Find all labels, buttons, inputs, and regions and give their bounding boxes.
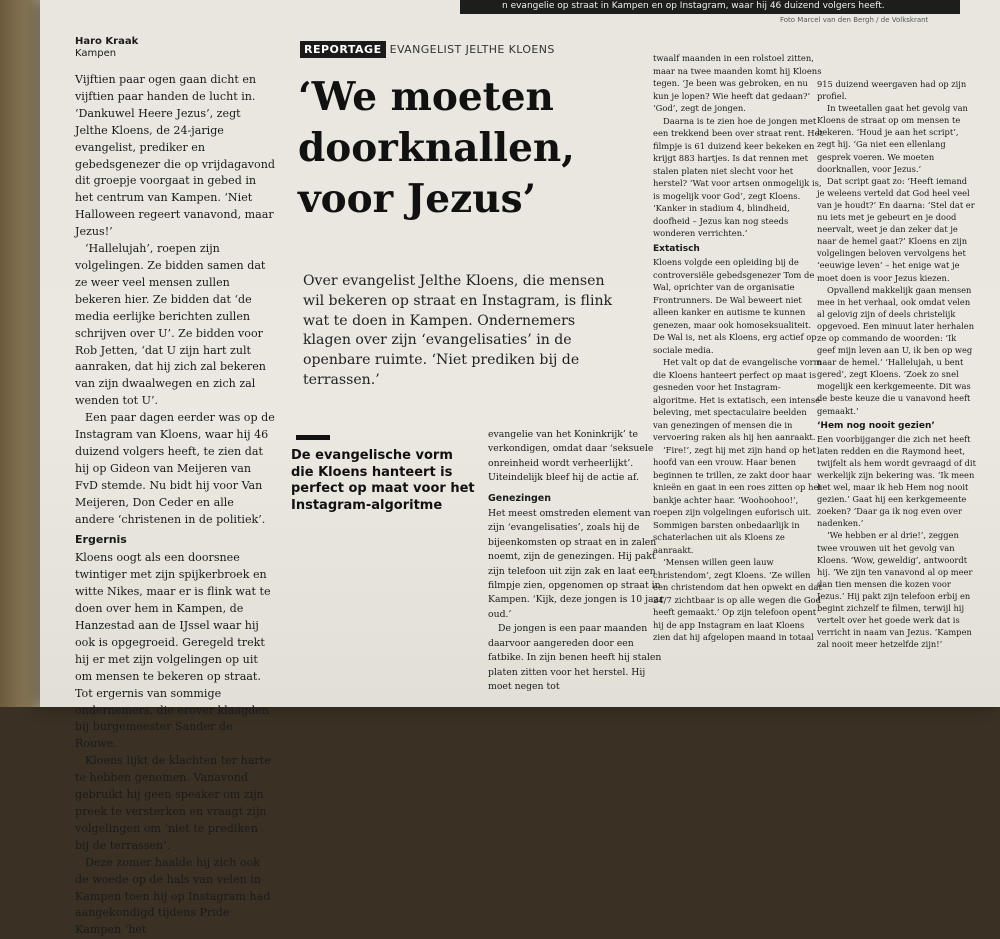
paragraph: twaalf maanden in een rolstoel zitten, maar na twee maanden komt hij Kloens tegen. ‘Je been was gebroken, en nu kun je lopen? Wie heeft dat gedaan?’ ‘God’, zegt de jongen. (653, 53, 822, 113)
paragraph: Het valt op dat de evangelische vorm die Kloens hanteert perfect op maat is gesneden voor het Instagram-algoritme. Het is extatisch, een intense beleving, met spectaculaire beelden van genezingen of mensen die in vervoering raken als hij hen aanraakt. (653, 357, 822, 442)
pullquote: De evangelische vorm die Kloens hanteert is perfect op maat voor het Instagram-algoritme (291, 448, 475, 514)
paragraph: Deze zomer haalde hij zich ook de woede op de hals van velen in Kampen toen hij op Instagram had aangekondigd tijdens Pride Kampen ‘het (75, 855, 271, 937)
photo-caption: n evangelie op straat in Kampen en op Instagram, waar hij 46 duizend volgers heeft. (502, 1, 885, 11)
article-column-4 (817, 78, 977, 650)
paragraph: Daarna is te zien hoe de jongen met een trekkend been over straat rent. Het filmpje is 61 duizend keer bekeken en krijgt 883 hartjes. Is dat rennen met stalen platen niet slecht voor het herstel? ‘Wat voor artsen onmogelijk is, is mogelijk voor God’, zegt Kloens. ‘Kanker in stadium 4, blindheid, doofheid – Jezus kan nog steeds wonderen verrichten.’ (653, 115, 823, 238)
paragraph: De jongen is een paar maanden daarvoor aangereden door een fatbike. In zijn benen heeft hij stalen platen zitten voor het herstel. Hij moet negen tot (488, 623, 662, 692)
reportage-tag: REPORTAGE (300, 41, 386, 58)
paragraph: ‘Fire!’, zegt hij met zijn hand op het hoofd van een vrouw. Haar benen beginnen te trillen, ze zakt door haar knieën en gaat in een roes zitten op het bankje achter haar. ‘Woohoohoo!’, roepen zijn volgelingen euforisch uit. Sommigen barsten onbedaarlijk in schaterlachen uit als Kloens ze aanraakt. (653, 444, 822, 555)
photo-caption-bar (460, 0, 960, 14)
paragraph: Kloens lijkt de klachten ter harte te hebben genomen. Vanavond gebruikt hij geen speaker om zijn preek te versterken en vraagt zijn volgelingen om ‘niet te prediken bij de terrassen’. (75, 754, 271, 852)
paragraph: Kloens oogt als een doorsnee twintiger met zijn spijkerbroek en witte Nikes, maar er is flink wat te doen over hem in Kampen, de Hanzestad aan de IJssel waar hij ook is opgegroeid. Geregeld trekt hij er met zijn volgelingen op uit om mensen te bekeren op straat. Tot ergernis van sommige ondernemers, die erover klaagden bij burgemeester Sander de Rouwe. (75, 551, 271, 751)
photo-credit: Foto Marcel van den Bergh / de Volkskrant (780, 16, 929, 24)
headline: ‘We moeten doorknallen, voor Jezus’ (298, 74, 575, 222)
subheading-hem-nog-nooit-gezien: ‘Hem nog nooit gezien’ (817, 420, 935, 431)
paragraph: Dat script gaat zo: ‘Heeft iemand je weleens verteld dat God heel veel van je houdt?’ En daarna: ‘Stel dat er nu iets met je gebeurt en je dood neervalt, weet je dan zeker dat je naar de hemel gaat?’ Kloens en zijn volgelingen beloven vervolgens het ‘eeuwige leven’ – het enige wat je moet doen is voor Jezus kiezen. (817, 175, 975, 283)
paragraph: ‘Mensen willen geen lauw christendom’, zegt Kloens. ‘Ze willen een christendom dat hen opwekt en dat 24/7 zichtbaar is op alle wegen die God heeft gemaakt.’ Op zijn telefoon opent hij de app Instagram en laat Kloens zien dat hij afgelopen maand in totaal (653, 557, 822, 642)
section-kicker (300, 43, 555, 56)
paragraph: ‘We hebben er al drie!’, zeggen twee vrouwen uit het gevolg van Kloens. ‘Wow, geweldig’, antwoordt hij. ‘We zijn ten vanavond al op meer dan tien mensen die kozen voor Jezus.’ Hij pakt zijn telefoon erbij en begint zichzelf te filmen, terwijl hij vertelt over het goede werk dat is verricht in naam van Jezus. ‘Kampen zal nooit meer hetzelfde zijn!’ (817, 530, 973, 650)
paragraph: Een paar dagen eerder was op de Instagram van Kloens, waar hij 46 duizend volgers heeft, te zien dat hij op Gideon van Meijeren van FvD stemde. Nu bidt hij voor Van Meijeren, Don Ceder en alle andere ‘christenen in de politiek’. (75, 411, 275, 526)
paragraph: Vijftien paar ogen gaan dicht en vijftien paar handen de lucht in. ‘Dankuwel Heere Jezus’, zegt Jelthe Kloens, de 24-jarige evangelist, prediker en gebedsgenezer die op vrijdagavond dit groepje voorgaat in gebed in het centrum van Kampen. ‘Niet Halloween regeert vanavond, maar Jezus!’ (75, 73, 275, 239)
lead-paragraph: Over evangelist Jelthe Kloens, die mensen wil bekeren op straat en Instagram, is flink wat te doen in Kampen. Ondernemers klagen over zijn ‘evangelisaties’ in de openbare ruimte. ‘Niet prediken bij de terrassen.’ (303, 273, 613, 388)
pullquote-rule (296, 435, 330, 440)
subheading-genezingen: Genezingen (488, 492, 552, 504)
paragraph: 915 duizend weergaven had op zijn profiel. (817, 79, 967, 102)
article-column-1 (75, 36, 275, 939)
paragraph: Een voorbijganger die zich net heeft laten redden en die Raymond heet, twijfelt als hem wordt gevraagd of dit werkelijk zijn bekering was. ‘Ik meen het wel, maar ik heb Hem nog nooit gezien.’ Gaat hij een kerkgemeente zoeken? ‘Daar ga ik nog even over nadenken.’ (817, 433, 976, 529)
paragraph: ‘Hallelujah’, roepen zijn volgelingen. Ze bidden samen dat ze weer veel mensen zullen bekeren hier. Ze bidden dat ‘de media eerlijke berichten zullen schrijven over U’. Ze bidden voor Rob Jetten, ‘dat U zijn hart zult aanraken, dat hij zich zal bekeren van zijn dwaalwegen en zich zal wenden tot U’. (75, 242, 266, 408)
paragraph: Opvallend makkelijk gaan mensen mee in het verhaal, ook omdat velen al gelovig zijn of deels christelijk opgevoed. Een minuut later herhalen ze op commando de woorden: ‘Ik geef mijn leven aan U, ik ben op weg naar de hemel.’ ‘Hallelujah, u bent gered’, zegt Kloens. ‘Zoek zo snel mogelijk een kerkgemeente. Dit was de beste keuze die u vanavond heeft gemaakt.’ (817, 284, 975, 416)
article-column-3 (653, 52, 823, 644)
byline-place: Kampen (75, 48, 117, 59)
byline (75, 36, 275, 60)
subheading-extatisch: Extatisch (653, 243, 700, 254)
paragraph: evangelie van het Koninkrijk’ te verkondigen, omdat daar ‘seksuele onreinheid wordt verheerlijkt’. Uiteindelijk bleef hij de actie af. (488, 429, 654, 484)
kicker-subject: EVANGELIST JELTHE KLOENS (389, 43, 555, 56)
article-column-2 (488, 428, 668, 694)
subheading-ergernis: Ergernis (75, 533, 127, 547)
paragraph: In tweetallen gaat het gevolg van Kloens de straat op om mensen te bekeren. ‘Houd je aan het script’, zegt hij. ‘Ga niet een ellenlang gesprek voeren. We moeten doorknallen, voor Jezus.’ (817, 103, 968, 174)
paragraph: Het meest omstreden element van zijn ‘evangelisaties’, zoals hij de bijeenkomsten op straat en in zalen noemt, zijn de genezingen. Hij pakt zijn telefoon uit zijn zak en laat een filmpje zien, opgenomen op straat in Kampen. ‘Kijk, deze jongen is 10 jaar oud.’ (488, 508, 664, 620)
byline-author: Haro Kraak (75, 36, 139, 47)
paragraph: Kloens volgde een opleiding bij de controversiële gebedsgenezer Tom de Wal, oprichter van de organisatie Frontrunners. De Wal beweert niet alleen kanker en autisme te kunnen genezen, maar ook homoseksualiteit. De Wal is, net als Kloens, erg actief op sociale media. (653, 257, 817, 355)
